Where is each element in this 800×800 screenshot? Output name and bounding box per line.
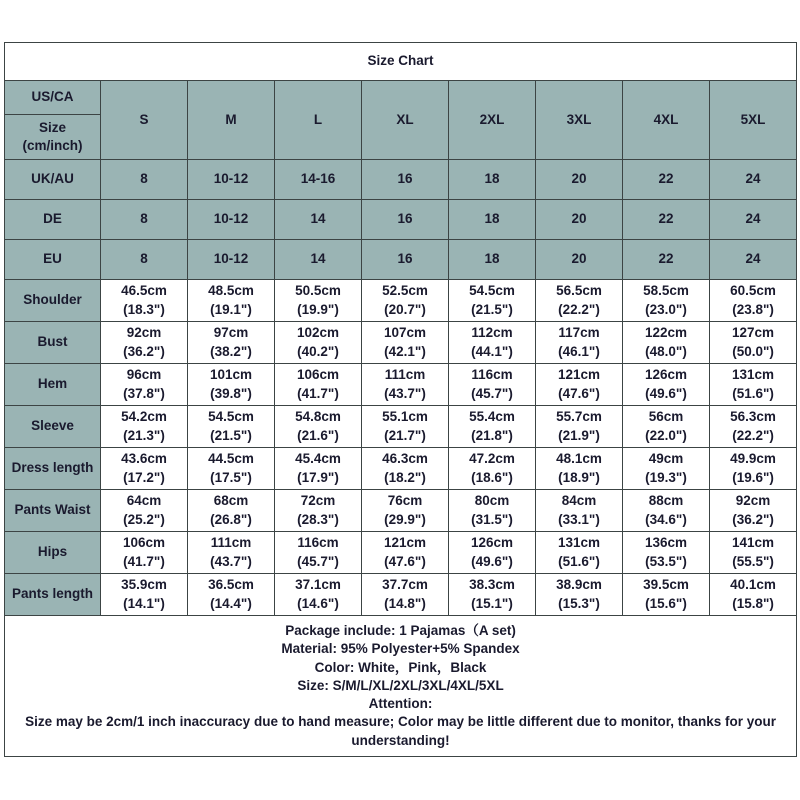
size-header-3xl: 3XL: [536, 81, 623, 160]
header-row-usca: [5, 81, 797, 115]
cell-value-inch: (34.6"): [645, 511, 687, 527]
table-row-eu: [5, 240, 797, 280]
cell-value-cm: 92cm: [126, 325, 162, 341]
cell-value-cm: 116cm: [297, 535, 339, 551]
cell-value-inch: (43.7"): [210, 553, 252, 569]
cell-ukau-4xl: 22: [623, 160, 710, 200]
cell-value-inch: (17.5"): [210, 469, 252, 485]
cell-eu-2xl: 18: [449, 240, 536, 280]
cell-value-inch: (19.9"): [297, 301, 339, 317]
cell-value-cm: 88cm: [648, 493, 684, 509]
cell-value-cm: 76cm: [387, 493, 423, 509]
cell-value-inch: (53.5"): [645, 553, 687, 569]
cell-hem-s: [101, 364, 188, 406]
cell-value-inch: (49.6"): [645, 385, 687, 401]
cell-value-inch: (18.3"): [123, 301, 165, 317]
cell-value-cm: 55.4cm: [469, 409, 515, 425]
table-row-de: [5, 200, 797, 240]
cell-value-cm: 116cm: [471, 367, 513, 383]
cell-value-inch: (19.1"): [210, 301, 252, 317]
note-disclaimer-line2: understanding!: [351, 732, 450, 748]
cell-dress-length-4xl: [623, 448, 710, 490]
cell-value-inch: (48.0"): [645, 343, 687, 359]
size-header-4xl: 4XL: [623, 81, 710, 160]
cell-bust-4xl: [623, 322, 710, 364]
cell-bust-l: [275, 322, 362, 364]
cell-value-cm: 46.3cm: [382, 451, 428, 467]
row-label-bust: Bust: [5, 322, 101, 364]
size-header-s: S: [101, 81, 188, 160]
cell-de-m: 10-12: [188, 200, 275, 240]
cell-value-inch: (36.2"): [123, 343, 165, 359]
cell-de-3xl: 20: [536, 200, 623, 240]
cell-value-inch: (37.8"): [123, 385, 165, 401]
note-material: Material: 95% Polyester+5% Spandex: [281, 641, 520, 657]
note-disclaimer-line1: Size may be 2cm/1 inch inaccuracy due to hand measure; Color may be little different due to monitor, thanks for your: [25, 714, 777, 730]
cell-shoulder-m: [188, 280, 275, 322]
cell-value-cm: 58.5cm: [643, 283, 689, 299]
cell-value-inch: (47.6"): [384, 553, 426, 569]
cell-dress-length-5xl: [710, 448, 797, 490]
cell-value-inch: (21.3"): [123, 427, 165, 443]
cell-value-cm: 40.1cm: [730, 577, 776, 593]
cell-shoulder-s: [101, 280, 188, 322]
cell-value-cm: 56.3cm: [730, 409, 776, 425]
row-label-eu: EU: [5, 240, 101, 280]
cell-value-inch: (38.2"): [210, 343, 252, 359]
cell-value-inch: (22.0"): [645, 427, 687, 443]
cell-hips-xl: [362, 532, 449, 574]
cell-value-cm: 44.5cm: [208, 451, 254, 467]
cell-value-cm: 64cm: [126, 493, 162, 509]
row-label-shoulder: Shoulder: [5, 280, 101, 322]
cell-dress-length-m: [188, 448, 275, 490]
cell-dress-length-3xl: [536, 448, 623, 490]
cell-value-inch: (21.9"): [558, 427, 600, 443]
cell-pants-length-3xl: [536, 574, 623, 616]
cell-hips-l: [275, 532, 362, 574]
row-label-pants-waist: Pants Waist: [5, 490, 101, 532]
cell-value-cm: 131cm: [732, 367, 775, 383]
cell-shoulder-5xl: [710, 280, 797, 322]
cell-pants-waist-5xl: [710, 490, 797, 532]
cell-value-cm: 136cm: [644, 535, 688, 551]
cell-value-inch: (33.1"): [558, 511, 600, 527]
cell-pants-waist-m: [188, 490, 275, 532]
size-header-l: L: [275, 81, 362, 160]
cell-value-inch: (19.3"): [645, 469, 687, 485]
cell-ukau-l: 14-16: [275, 160, 362, 200]
cell-value-inch: (50.0"): [732, 343, 774, 359]
note-size: Size: S/M/L/XL/2XL/3XL/4XL/5XL: [297, 677, 504, 693]
cell-value-cm: 106cm: [122, 535, 166, 551]
cell-value-cm: 92cm: [735, 493, 771, 509]
cell-hips-s: [101, 532, 188, 574]
cell-value-cm: 38.9cm: [556, 577, 602, 593]
cell-value-inch: (29.9"): [384, 511, 426, 527]
cell-shoulder-xl: [362, 280, 449, 322]
size-chart-body: [5, 43, 797, 757]
cell-de-5xl: 24: [710, 200, 797, 240]
cell-value-cm: 37.7cm: [382, 577, 428, 593]
cell-value-cm: 96cm: [126, 367, 162, 383]
cell-value-inch: (20.7"): [384, 301, 426, 317]
note-attention-heading: Attention:: [368, 696, 433, 712]
cell-value-cm: 36.5cm: [208, 577, 254, 593]
size-header-xl: XL: [362, 81, 449, 160]
cell-value-inch: (22.2"): [558, 301, 600, 317]
cell-value-inch: (43.7"): [384, 385, 426, 401]
cell-value-inch: (39.8"): [210, 385, 252, 401]
cell-value-inch: (31.5"): [471, 511, 513, 527]
table-row-hem: [5, 364, 797, 406]
corner-size-unit: (cm/inch): [22, 138, 83, 153]
cell-value-inch: (28.3"): [297, 511, 339, 527]
cell-de-4xl: 22: [623, 200, 710, 240]
cell-pants-waist-2xl: [449, 490, 536, 532]
cell-value-cm: 111cm: [210, 535, 252, 551]
cell-hem-5xl: [710, 364, 797, 406]
cell-value-cm: 68cm: [213, 493, 249, 509]
cell-eu-s: 8: [101, 240, 188, 280]
cell-value-cm: 141cm: [732, 535, 775, 551]
cell-value-cm: 45.4cm: [295, 451, 341, 467]
cell-pants-waist-3xl: [536, 490, 623, 532]
cell-value-inch: (15.1"): [471, 595, 513, 611]
cell-value-cm: 127cm: [732, 325, 775, 341]
cell-ukau-3xl: 20: [536, 160, 623, 200]
cell-hips-3xl: [536, 532, 623, 574]
cell-value-inch: (40.2"): [297, 343, 339, 359]
cell-ukau-xl: 16: [362, 160, 449, 200]
cell-hem-2xl: [449, 364, 536, 406]
size-header-2xl: 2XL: [449, 81, 536, 160]
cell-value-inch: (23.0"): [645, 301, 687, 317]
cell-bust-m: [188, 322, 275, 364]
cell-value-cm: 48.1cm: [556, 451, 602, 467]
cell-value-inch: (14.1"): [123, 595, 165, 611]
cell-hem-4xl: [623, 364, 710, 406]
cell-value-cm: 131cm: [557, 535, 601, 551]
cell-value-cm: 80cm: [474, 493, 510, 509]
size-chart-container: [4, 42, 796, 757]
cell-value-inch: (22.2"): [732, 427, 774, 443]
cell-value-cm: 38.3cm: [469, 577, 515, 593]
cell-bust-s: [101, 322, 188, 364]
cell-hem-l: [275, 364, 362, 406]
cell-value-inch: (47.6"): [558, 385, 600, 401]
row-label-de: DE: [5, 200, 101, 240]
cell-value-cm: 56.5cm: [556, 283, 602, 299]
chart-title: Size Chart: [5, 43, 797, 81]
cell-dress-length-s: [101, 448, 188, 490]
cell-value-inch: (15.8"): [732, 595, 774, 611]
cell-sleeve-m: [188, 406, 275, 448]
cell-sleeve-5xl: [710, 406, 797, 448]
cell-value-cm: 117cm: [558, 325, 600, 341]
cell-value-cm: 39.5cm: [643, 577, 689, 593]
cell-value-cm: 55.1cm: [382, 409, 428, 425]
cell-value-inch: (17.2"): [123, 469, 165, 485]
cell-ukau-5xl: 24: [710, 160, 797, 200]
cell-value-cm: 56cm: [648, 409, 684, 425]
cell-value-cm: 48.5cm: [208, 283, 254, 299]
cell-shoulder-l: [275, 280, 362, 322]
cell-ukau-s: 8: [101, 160, 188, 200]
cell-pants-length-s: [101, 574, 188, 616]
cell-value-cm: 55.7cm: [556, 409, 602, 425]
cell-pants-length-xl: [362, 574, 449, 616]
cell-value-inch: (55.5"): [732, 553, 774, 569]
cell-ukau-m: 10-12: [188, 160, 275, 200]
table-row-ukau: [5, 160, 797, 200]
cell-de-2xl: 18: [449, 200, 536, 240]
cell-pants-length-4xl: [623, 574, 710, 616]
cell-de-s: 8: [101, 200, 188, 240]
cell-value-cm: 106cm: [296, 367, 340, 383]
cell-de-l: 14: [275, 200, 362, 240]
size-header-m: M: [188, 81, 275, 160]
cell-pants-length-5xl: [710, 574, 797, 616]
cell-value-inch: (14.6"): [297, 595, 339, 611]
cell-dress-length-xl: [362, 448, 449, 490]
cell-hips-5xl: [710, 532, 797, 574]
corner-size-word: Size: [38, 119, 66, 135]
cell-value-inch: (17.9"): [297, 469, 339, 485]
cell-value-inch: (18.2"): [384, 469, 426, 485]
cell-value-inch: (21.5"): [471, 301, 513, 317]
cell-bust-3xl: [536, 322, 623, 364]
cell-pants-length-2xl: [449, 574, 536, 616]
cell-value-cm: 101cm: [209, 367, 253, 383]
cell-value-cm: 50.5cm: [295, 283, 341, 299]
cell-value-cm: 37.1cm: [295, 577, 341, 593]
footer-row: [5, 616, 797, 757]
row-label-ukau: UK/AU: [5, 160, 101, 200]
table-row-shoulder: [5, 280, 797, 322]
note-color: Color: White，Pink，Black: [314, 659, 487, 675]
cell-value-cm: 121cm: [383, 535, 427, 551]
row-label-hem: Hem: [5, 364, 101, 406]
cell-eu-5xl: 24: [710, 240, 797, 280]
table-row-pants-length: [5, 574, 797, 616]
cell-eu-l: 14: [275, 240, 362, 280]
cell-ukau-2xl: 18: [449, 160, 536, 200]
cell-sleeve-s: [101, 406, 188, 448]
cell-eu-4xl: 22: [623, 240, 710, 280]
cell-sleeve-xl: [362, 406, 449, 448]
cell-sleeve-l: [275, 406, 362, 448]
cell-value-cm: 112cm: [471, 325, 513, 341]
cell-value-cm: 126cm: [470, 535, 514, 551]
cell-value-inch: (51.6"): [558, 553, 600, 569]
cell-value-inch: (49.6"): [471, 553, 513, 569]
cell-value-cm: 49cm: [648, 451, 684, 467]
cell-shoulder-2xl: [449, 280, 536, 322]
row-label-hips: Hips: [5, 532, 101, 574]
cell-eu-m: 10-12: [188, 240, 275, 280]
cell-value-inch: (36.2"): [732, 511, 774, 527]
table-row-hips: [5, 532, 797, 574]
cell-bust-5xl: [710, 322, 797, 364]
cell-eu-3xl: 20: [536, 240, 623, 280]
cell-pants-length-l: [275, 574, 362, 616]
cell-value-cm: 97cm: [213, 325, 249, 341]
cell-hips-m: [188, 532, 275, 574]
cell-value-inch: (21.7"): [384, 427, 426, 443]
cell-value-cm: 54.2cm: [121, 409, 167, 425]
cell-value-cm: 107cm: [383, 325, 427, 341]
cell-value-inch: (14.4"): [210, 595, 252, 611]
cell-value-cm: 49.9cm: [730, 451, 776, 467]
table-row-bust: [5, 322, 797, 364]
row-label-dress-length: Dress length: [5, 448, 101, 490]
cell-shoulder-4xl: [623, 280, 710, 322]
cell-value-inch: (51.6"): [732, 385, 774, 401]
table-row-sleeve: [5, 406, 797, 448]
note-package: Package include: 1 Pajamas（A set): [285, 623, 516, 639]
cell-hips-4xl: [623, 532, 710, 574]
cell-value-cm: 72cm: [300, 493, 336, 509]
cell-sleeve-4xl: [623, 406, 710, 448]
cell-value-inch: (46.1"): [558, 343, 600, 359]
cell-value-cm: 121cm: [557, 367, 601, 383]
cell-value-inch: (41.7"): [297, 385, 339, 401]
cell-value-cm: 35.9cm: [121, 577, 167, 593]
cell-value-inch: (45.7"): [471, 385, 513, 401]
product-notes: [5, 616, 797, 757]
title-row: [5, 43, 797, 81]
cell-de-xl: 16: [362, 200, 449, 240]
cell-value-inch: (15.6"): [645, 595, 687, 611]
cell-value-cm: 122cm: [644, 325, 688, 341]
cell-value-inch: (18.9"): [558, 469, 600, 485]
cell-value-cm: 54.5cm: [208, 409, 254, 425]
cell-sleeve-2xl: [449, 406, 536, 448]
cell-bust-xl: [362, 322, 449, 364]
cell-hem-3xl: [536, 364, 623, 406]
cell-eu-xl: 16: [362, 240, 449, 280]
row-label-pants-length: Pants length: [5, 574, 101, 616]
cell-pants-waist-s: [101, 490, 188, 532]
corner-label-usca: US/CA: [5, 81, 101, 115]
cell-value-cm: 46.5cm: [121, 283, 167, 299]
cell-value-inch: (26.8"): [210, 511, 252, 527]
cell-hem-m: [188, 364, 275, 406]
cell-value-inch: (21.6"): [297, 427, 339, 443]
cell-value-inch: (21.5"): [210, 427, 252, 443]
cell-hem-xl: [362, 364, 449, 406]
cell-value-inch: (44.1"): [471, 343, 513, 359]
cell-dress-length-l: [275, 448, 362, 490]
size-header-5xl: 5XL: [710, 81, 797, 160]
table-row-dress-length: [5, 448, 797, 490]
cell-value-cm: 52.5cm: [382, 283, 428, 299]
cell-pants-waist-xl: [362, 490, 449, 532]
cell-value-cm: 47.2cm: [469, 451, 515, 467]
cell-value-cm: 126cm: [644, 367, 688, 383]
cell-bust-2xl: [449, 322, 536, 364]
table-row-pants-waist: [5, 490, 797, 532]
cell-value-cm: 54.8cm: [295, 409, 341, 425]
cell-value-inch: (18.6"): [471, 469, 513, 485]
row-label-sleeve: Sleeve: [5, 406, 101, 448]
cell-value-inch: (42.1"): [384, 343, 426, 359]
cell-value-inch: (21.8"): [471, 427, 513, 443]
cell-value-cm: 102cm: [296, 325, 340, 341]
cell-value-inch: (14.8"): [384, 595, 426, 611]
cell-pants-waist-l: [275, 490, 362, 532]
cell-hips-2xl: [449, 532, 536, 574]
cell-sleeve-3xl: [536, 406, 623, 448]
cell-value-cm: 54.5cm: [469, 283, 515, 299]
cell-value-inch: (41.7"): [123, 553, 165, 569]
cell-pants-length-m: [188, 574, 275, 616]
cell-value-inch: (25.2"): [123, 511, 165, 527]
corner-label-size-unit: [5, 115, 101, 160]
cell-value-inch: (19.6"): [732, 469, 774, 485]
size-chart-table: [4, 42, 797, 757]
cell-value-inch: (15.3"): [558, 595, 600, 611]
cell-dress-length-2xl: [449, 448, 536, 490]
cell-value-cm: 60.5cm: [730, 283, 776, 299]
cell-shoulder-3xl: [536, 280, 623, 322]
cell-value-cm: 84cm: [561, 493, 597, 509]
cell-value-inch: (23.8"): [732, 301, 774, 317]
cell-value-cm: 43.6cm: [121, 451, 167, 467]
cell-pants-waist-4xl: [623, 490, 710, 532]
cell-value-cm: 111cm: [384, 367, 426, 383]
cell-value-inch: (45.7"): [297, 553, 339, 569]
